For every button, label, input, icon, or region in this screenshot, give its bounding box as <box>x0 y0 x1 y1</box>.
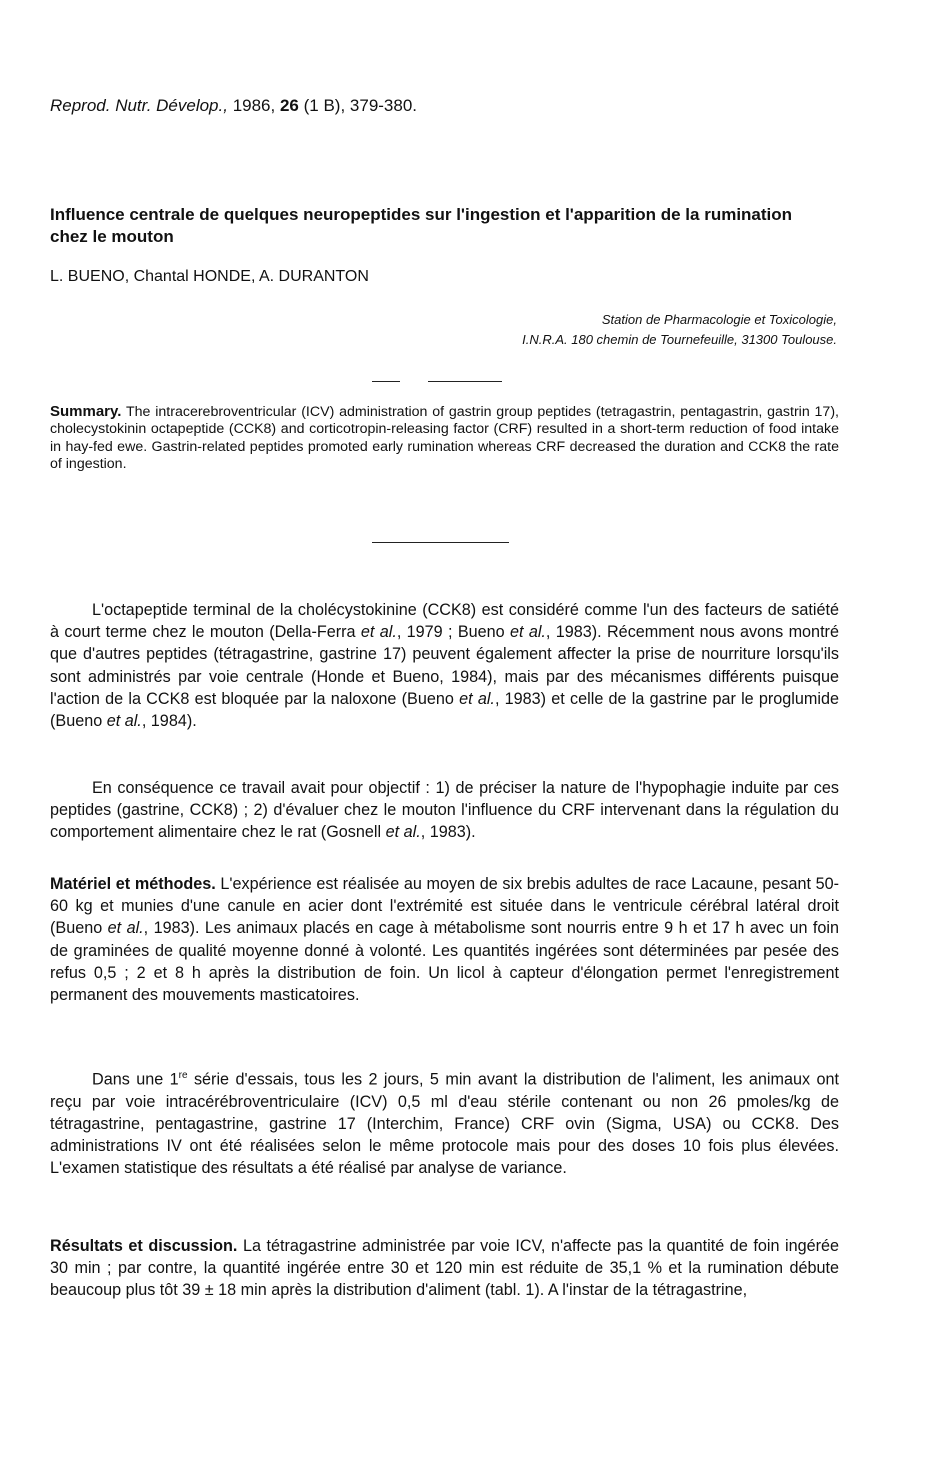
journal-citation <box>50 96 417 116</box>
summary-text: The intracerebroventricular (ICV) administration of gastrin group peptides (tetragastrin, pentagastrin, gastrin 17), cholecystokinin octapeptide (CCK8) and corticotropin-releasing factor (CRF) resulted in a short-term reduction of food intake in hay-fed ewe. Gastrin-related peptides promoted early rumination whereas CRF decreased the duration and CCK8 the rate of ingestion. <box>50 404 839 473</box>
affiliation-line-1: Station de Pharmacologie et Toxicologie, <box>601 312 837 327</box>
text-run-italic: et al. <box>107 919 144 938</box>
journal-name: Reprod. Nutr. Dévelop., <box>50 96 228 115</box>
text-run: , 1983). <box>420 823 476 842</box>
text-run: En conséquence ce travail avait pour objectif : 1) de préciser la nature de l'hypophagie induite par ces peptides (gastrine, CCK8) ; 2) d'évaluer chez le mouton l'influence du CRF intervenant dans la régulation du comportement alimentaire chez le rat (Gosnell <box>50 779 839 842</box>
text-run: série d'essais, tous les 2 jours, 5 min avant la distribution de l'aliment, les animaux ont reçu par voie intracérébroventriculaire (ICV) 0,5 ml d'eau stérile contenant ou non 26 pmoles/kg de tétragastrine, pentagastrine, gastrine 17 (Interchim, France) CRF ovin (Sigma, USA) ou CCK8. Des administrations IV ont été réalisées selon le même protocole mais pour des doses 10 fois plus élevées. L'examen statistique des résultats a été réalisé par analyse de variance. <box>50 1070 839 1178</box>
summary <box>50 403 839 474</box>
paragraph-results <box>50 1235 839 1302</box>
journal-volume: 26 <box>279 96 299 115</box>
section-heading-methods: Matériel et méthodes. <box>50 875 216 893</box>
section-divider <box>372 542 509 543</box>
journal-issue-pages: (1 B), 379-380. <box>303 96 418 115</box>
text-run: Dans une 1 <box>92 1070 179 1089</box>
text-run-italic: et al. <box>106 712 142 731</box>
divider-long <box>428 381 502 382</box>
text-run: , 1979 ; Bueno <box>396 623 510 642</box>
paragraph-methods <box>50 873 839 1006</box>
text-run: , 1983). Récemment nous avons montré que d'autres peptides (tétragastrine, gastrine 17) peuvent également affecter la prise de nourriture lorsqu'ils sont administrés par voie centrale (Honde et Bueno, 1984), mais par des mécanismes différents puisque l'action de la CCK8 est bloquée par la naloxone (Bueno <box>50 623 839 708</box>
summary-label: Summary. <box>50 403 122 420</box>
superscript: re <box>178 1070 188 1081</box>
authors: L. BUENO, Chantal HONDE, A. DURANTON <box>50 268 369 285</box>
text-run: La tétragastrine administrée par voie ICV, n'affecte pas la quantité de foin ingérée 30 min ; par contre, la quantité ingérée entre 30 et 120 min est réduite de 35,1 % et la rumination débute beaucoup plus tôt 39 ± 18 min après la distribution d'aliment (tabl. 1). A l'instar de la tétragastrine, <box>50 1237 840 1300</box>
journal-year: 1986, <box>232 96 276 115</box>
text-run: L'octapeptide terminal de la cholécystokinine (CCK8) est considéré comme l'un des facteurs de satiété à court terme chez le mouton (Della-Ferra <box>50 601 839 642</box>
text-run-italic: et al. <box>509 623 546 642</box>
text-run-italic: et al. <box>385 823 421 842</box>
text-run: , 1983). Les animaux placés en cage à métabolisme sont nourris entre 9 h et 17 h avec un foin de graminées de qualité moyenne donné à volonté. Les quantités ingérées sont déterminées par pesée des refus 0,5 ; 2 et 8 h après la distribution de foin. Un licol à capteur d'élongation permet l'enregistrement permanent des mouvements masticatoires. <box>50 919 839 1005</box>
text-run: , 1984). <box>141 712 197 731</box>
section-heading-results: Résultats et discussion. <box>50 1237 238 1255</box>
article-title: Influence centrale de quelques neuropeptides sur l'ingestion et l'apparition de la rumination chez le mouton <box>50 205 793 246</box>
text-run-italic: et al. <box>360 623 397 642</box>
text-run: , 1983) et celle de la gastrine par le proglumide (Bueno <box>50 689 839 731</box>
affiliation-line-2: I.N.R.A. 180 chemin de Tournefeuille, 31300 Toulouse. <box>522 332 837 347</box>
paragraph-intro-2 <box>50 777 839 844</box>
paragraph-intro-1 <box>50 599 839 732</box>
divider-short <box>372 381 400 382</box>
text-run: L'expérience est réalisée au moyen de six brebis adultes de race Lacaune, pesant 50-60 kg et munies d'une canule en acier dont l'extrémité est située dans le ventricule cérébral latéral droit (Bueno <box>50 875 839 938</box>
text-run-italic: et al. <box>459 689 495 708</box>
affiliation <box>522 310 837 350</box>
paragraph-methods-2 <box>50 1065 839 1179</box>
